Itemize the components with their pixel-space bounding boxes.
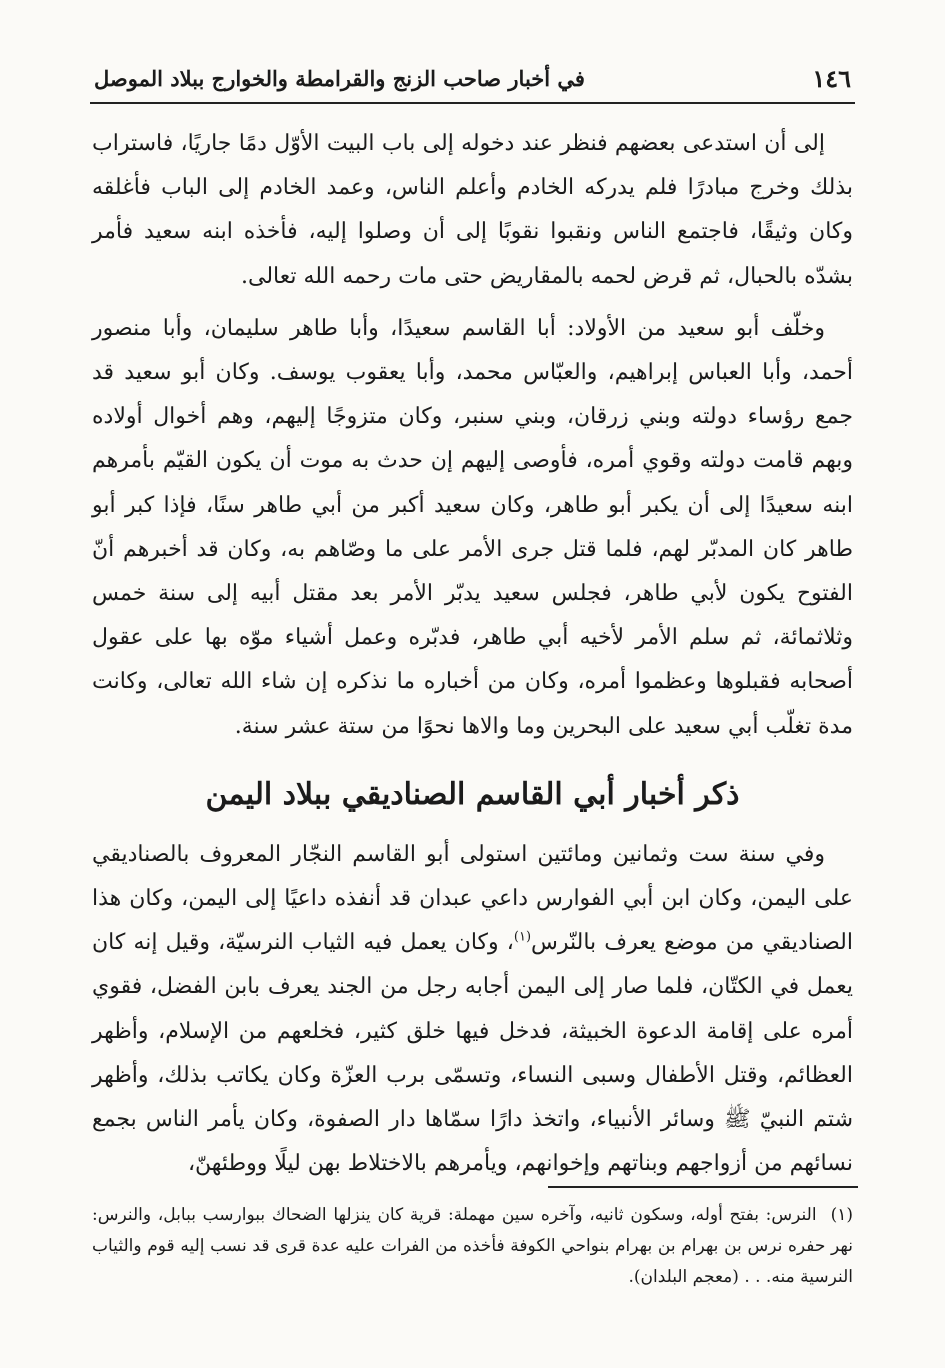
paragraph-3 [92,833,853,1187]
paragraph-3-text-b: ، وكان يعمل فيه الثياب النرسيّة، وقيل إنه كان يعمل في الكتّان، فلما صار إلى اليمن أجابه رجل من الجند يعرف بابن الفضل، فقوي أمره على إقامة الدعوة الخبيثة، فدخل فيها خلق كثير، فخلعهم من الإسلام، وأظهر العظائم، وقتل الأطفال وسبى النساء، وتسمّى برب العزّة وكان يكاتب بذلك، وأظهر شتم النبيّ ﷺ وسائر الأنبياء، واتخذ دارًا سمّاها دار الصفوة، وكان يأمر الناس بجمع نسائهم من أزواجهم وبناتهم وإخوانهم، ويأمرهم بالاختلاط بهن ليلًا ووطئهنّ، [92,930,853,1177]
footnote-separator [548,1186,858,1188]
footnotes [92,1200,853,1293]
footnote-number: (١) [830,1205,853,1225]
paragraph-3-text-a: وفي سنة ست وثمانين ومائتين استولى أبو القاسم النجّار المعروف بالصناديقي على اليمن، وكان ابن أبي الفوارس داعي عبدان قد أنفذه داعيًا إلى اليمن، وكان هذا الصناديقي من موضع يعرف بالنّرس [92,841,853,956]
running-header [90,62,855,104]
main-text [92,122,853,1186]
paragraph-1: إلى أن استدعى بعضهم فنظر عند دخوله إلى باب البيت الأوّل دمًا جاريًا، فاستراب بذلك وخرج مبادرًا فلم يدركه الخادم وأعلم الناس، وعمد الخادم إلى الباب فأغلقه وكان وثيقًا، فاجتمع الناس ونقبوا نقوبًا إلى أن وصلوا إليه، فأخذه ابنه سعيد فأمر بشدّه بالحبال، ثم قرض لحمه بالمقاريض حتى مات رحمه الله تعالى. [92,131,853,289]
running-title: في أخبار صاحب الزنج والقرامطة والخوارج ببلاد الموصل [94,66,585,91]
footnote-text: النرس: بفتح أوله، وسكون ثانيه، وآخره سين مهملة: قرية كان ينزلها الضحاك ببوارسب ببابل، والنرس: نهر حفره نرس بن بهرام بن بهرام بنواحي الكوفة فأخذه من الفرات عليه عدة قرى قد نسب إليه قوم والثياب النرسية منه. . . (معجم البلدان). [92,1205,853,1287]
paragraph-2: وخلّف أبو سعيد من الأولاد: أبا القاسم سعيدًا، وأبا طاهر سليمان، وأبا منصور أحمد، وأبا العباس إبراهيم، والعبّاس محمد، وأبا يعقوب يوسف. وكان أبو سعيد قد جمع رؤساء دولته وبني زرقان، وبني سنبر، وكان متزوجًا إليهم، وهم أخوال أولاده وبهم قامت دولته وقوي أمره، فأوصى إليهم إن حدث به موت أن يكون القيّم بأمرهم ابنه سعيدًا إلى أن يكبر أبو طاهر، وكان سعيد أكبر من أبي طاهر سنًا، فإذا كبر أبو طاهر كان المدبّر لهم، فلما قتل جرى الأمر على ما وصّاهم به، وكان قد أخبرهم أنّ الفتوح يكون لأبي طاهر، فجلس سعيد يدبّر الأمر بعد مقتل أبيه إلى سنة خمس وثلاثمائة، ثم سلم الأمر لأخيه أبي طاهر، فدبّره وعمل أشياء موّه بها على عقول أصحابه فقبلوها وعظموا أمره، وكان من أخباره ما نذكره إن شاء الله تعالى، وكانت مدة تغلّب أبي سعيد على البحرين وما والاها نحوًا من ستة عشر سنة. [92,315,853,739]
page-number: ١٤٦ [812,64,851,93]
footnote-reference[interactable]: (١) [513,929,532,945]
section-heading: ذكر أخبار أبي القاسم الصناديقي ببلاد اليمن [205,776,740,812]
footnote-1 [92,1200,853,1293]
